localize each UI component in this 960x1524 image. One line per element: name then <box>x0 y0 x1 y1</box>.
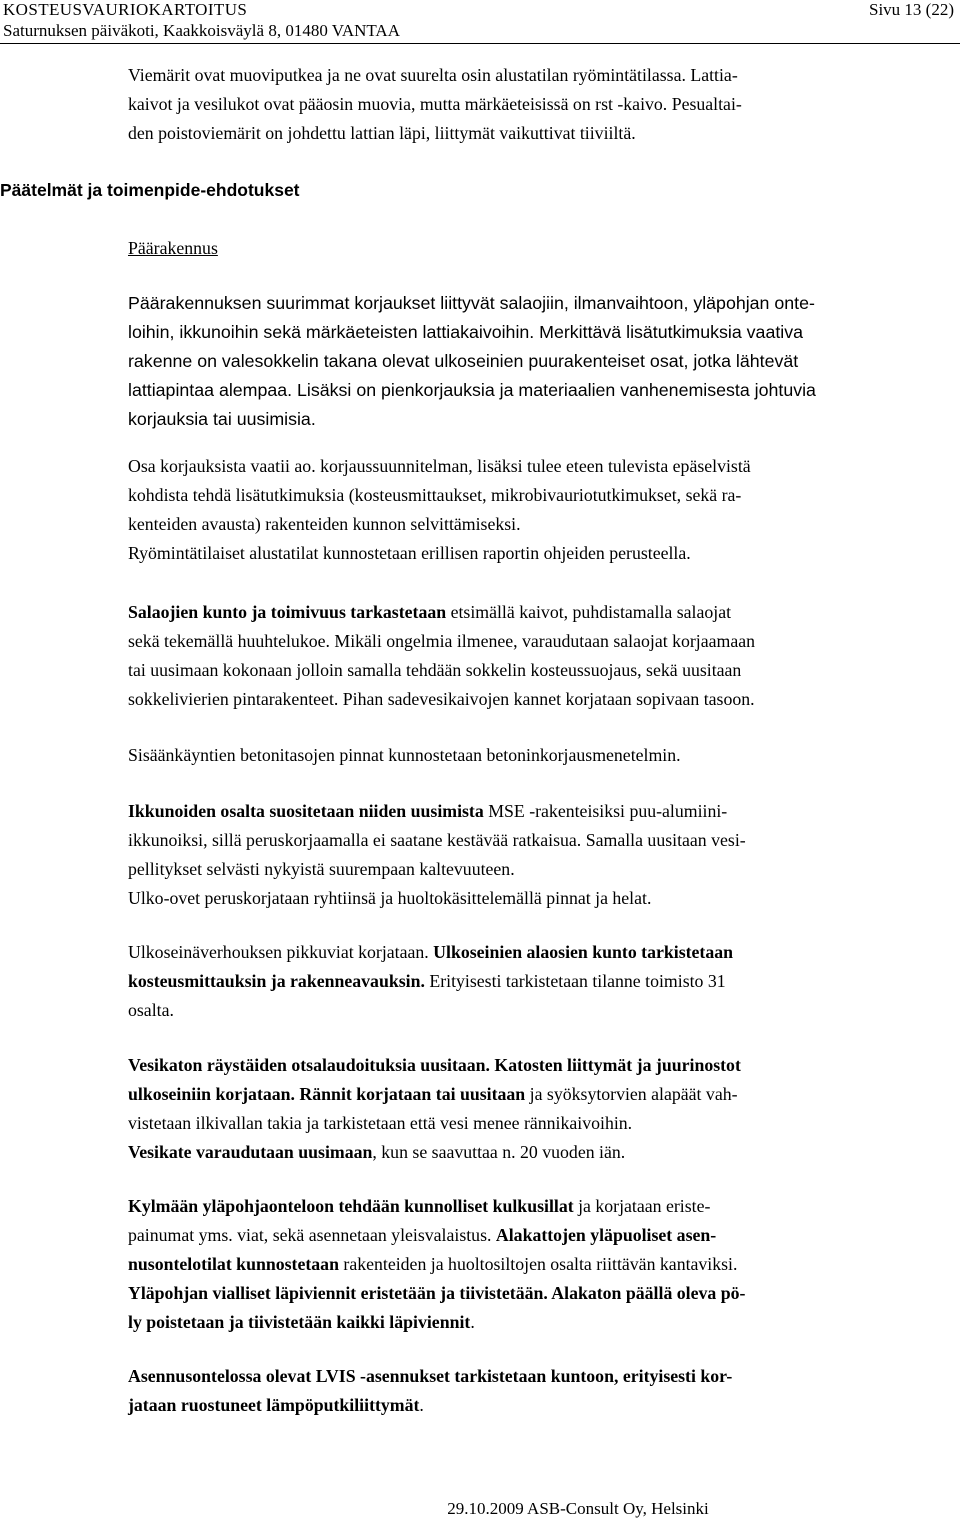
text-line <box>128 1391 956 1420</box>
intro-paragraph <box>128 61 956 148</box>
text-span: MSE -rakenteisiksi puu-alumiini- <box>483 801 728 821</box>
text-line: loihin, ikkunoihin sekä märkäeteisten lattiakaivoihin. Merkittävä lisätutkimuksia vaativa <box>128 322 804 342</box>
text-line: Sisäänkäyntien betonitasojen pinnat kunnostetaan betoninkorjausmenetelmin. <box>128 745 681 765</box>
text-line: sokkelivierien pintarakenteet. Pihan sadevesikaivojen kannet korjataan sopivaan tasoon. <box>128 689 755 709</box>
bold-phrase: Yläpohjan vialliset läpiviennit eristetään ja tiivistetään. Alakaton päällä oleva pö- <box>128 1283 746 1303</box>
paragraph-summary <box>128 289 956 434</box>
paragraph-attic <box>128 1192 956 1337</box>
text-line <box>128 1308 956 1337</box>
text-line <box>128 1221 956 1250</box>
header-divider <box>0 43 960 44</box>
page-footer: 29.10.2009 ASB-Consult Oy, Helsinki <box>447 1499 709 1518</box>
text-span: Ulkoseinäverhouksen pikkuviat korjataan. <box>128 942 434 962</box>
text-line <box>128 1138 956 1167</box>
text-line <box>128 598 956 627</box>
text-line <box>128 967 956 996</box>
paragraph-installations <box>128 1362 956 1420</box>
site-address: Saturnuksen päiväkoti, Kaakkoisväylä 8, 01480 VANTAA <box>3 21 400 40</box>
text-line <box>128 797 956 826</box>
text-line: ikkunoiksi, sillä peruskorjaamalla ei saatane kestävää ratkaisua. Samalla uusitaan vesi- <box>128 830 746 850</box>
paragraph-windows <box>128 797 956 913</box>
text-line <box>128 1080 956 1109</box>
text-line: Ulko-ovet peruskorjataan ryhtiinsä ja huoltokäsittelemällä pinnat ja helat. <box>128 888 652 908</box>
text-line: pellitykset selvästi nykyistä suurempaan kaltevuuteen. <box>128 859 515 879</box>
paragraph-roof <box>128 1051 956 1167</box>
subheading: Päärakennus <box>128 238 218 258</box>
text-span: painumat yms. viat, sekä asennetaan yleisvalaistus. <box>128 1225 496 1245</box>
bold-phrase: nusontelotilat kunnostetaan <box>128 1254 339 1274</box>
text-span: , kun se saavuttaa n. 20 vuoden iän. <box>372 1142 626 1162</box>
text-span: etsimällä kaivot, puhdistamalla salaojat <box>446 602 732 622</box>
text-line <box>128 1051 956 1080</box>
text-line: Viemärit ovat muoviputkea ja ne ovat suurelta osin alustatilan ryömintätilassa. Lattia- <box>128 65 738 85</box>
page-header <box>0 0 960 46</box>
bold-phrase: Ikkunoiden osalta suositetaan niiden uusimista <box>128 801 484 821</box>
text-line <box>128 1362 956 1391</box>
text-line <box>128 938 956 967</box>
section-heading: Päätelmät ja toimenpide-ehdotukset <box>0 180 300 200</box>
paragraph-facade <box>128 938 956 1025</box>
text-line: lattiapintaa alempaa. Lisäksi on pienkorjauksia ja materiaalien vanhenemisesta johtuvia <box>128 380 816 400</box>
bold-phrase: jataan ruostuneet lämpöputkiliittymät <box>128 1395 420 1415</box>
text-line: Ryömintätilaiset alustatilat kunnostetaan erillisen raportin ohjeiden perusteella. <box>128 543 691 563</box>
text-span: Erityisesti tarkistetaan tilanne toimisto 31 <box>424 971 726 991</box>
bold-phrase: ly poistetaan ja tiivistetään kaikki läpiviennit <box>128 1312 471 1332</box>
text-line <box>128 1192 956 1221</box>
bold-phrase: kosteusmittauksin ja rakenneavauksin. <box>128 971 425 991</box>
text-line: vistetaan ilkivallan takia ja tarkistetaan että vesi menee rännikaivoihin. <box>128 1113 633 1133</box>
text-line: rakenne on valesokkelin takana olevat ulkoseinien puurakenteiset osat, jotka lähtevät <box>128 351 799 371</box>
bold-phrase: Ulkoseinien alaosien kunto tarkistetaan <box>433 942 734 962</box>
report-title: KOSTEUSVAURIOKARTOITUS <box>3 0 248 19</box>
text-line: tai uusimaan kokonaan jolloin samalla tehdään sokkelin kosteussuojaus, sekä uusitaan <box>128 660 742 680</box>
paragraph-entrances <box>128 741 956 770</box>
text-span: rakenteiden ja huoltosiltojen osalta riittävän kantaviksi. <box>338 1254 738 1274</box>
text-line <box>128 1250 956 1279</box>
text-span: ja korjataan eriste- <box>573 1196 711 1216</box>
section-heading-wrap <box>0 176 300 205</box>
bold-phrase: ulkoseiniin korjataan. Rännit korjataan tai uusitaan <box>128 1084 526 1104</box>
text-line: kohdista tehdä lisätutkimuksia (kosteusmittaukset, mikrobivauriotutkimukset, sekä ra- <box>128 485 742 505</box>
text-line <box>128 1279 956 1308</box>
text-span: . <box>419 1395 424 1415</box>
text-line: Päärakennuksen suurimmat korjaukset liittyvät salaojiin, ilmanvaihtoon, yläpohjan onte- <box>128 293 815 313</box>
text-line: sekä tekemällä huuhtelukoe. Mikäli ongelmia ilmenee, varaudutaan salaojat korjaamaan <box>128 631 756 651</box>
text-line: korjauksia tai uusimisia. <box>128 409 316 429</box>
bold-phrase: Vesikaton räystäiden otsalaudoituksia uusitaan. Katosten liittymät ja juurinostot <box>128 1055 741 1075</box>
text-span: ja syöksytorvien alapäät vah- <box>525 1084 738 1104</box>
text-line: Osa korjauksista vaatii ao. korjaussuunnitelman, lisäksi tulee eteen tulevista epäselvistä <box>128 456 751 476</box>
text-line: den poistoviemärit on johdettu lattian läpi, liittymät vaikuttivat tiiviiltä. <box>128 123 636 143</box>
bold-phrase: Asennusontelossa olevat LVIS -asennukset tarkistetaan kuntoon, erityisesti kor- <box>128 1366 733 1386</box>
paragraph-drainage <box>128 598 956 714</box>
bold-phrase: Salaojien kunto ja toimivuus tarkastetaan <box>128 602 447 622</box>
subheading-wrap <box>128 234 956 263</box>
paragraph-further-studies <box>128 452 956 568</box>
text-line: osalta. <box>128 1000 174 1020</box>
bold-phrase: Kylmään yläpohjaonteloon tehdään kunnolliset kulkusillat <box>128 1196 574 1216</box>
text-line: kenteiden avausta) rakenteiden kunnon selvittämiseksi. <box>128 514 521 534</box>
text-line: kaivot ja vesilukot ovat pääosin muovia, mutta märkäeteisissä on rst -kaivo. Pesualtai- <box>128 94 742 114</box>
bold-phrase: Alakattojen yläpuoliset asen- <box>495 1225 717 1245</box>
page-number: Sivu 13 (22) <box>869 0 954 19</box>
text-span: . <box>470 1312 475 1332</box>
bold-phrase: Vesikate varaudutaan uusimaan <box>128 1142 373 1162</box>
